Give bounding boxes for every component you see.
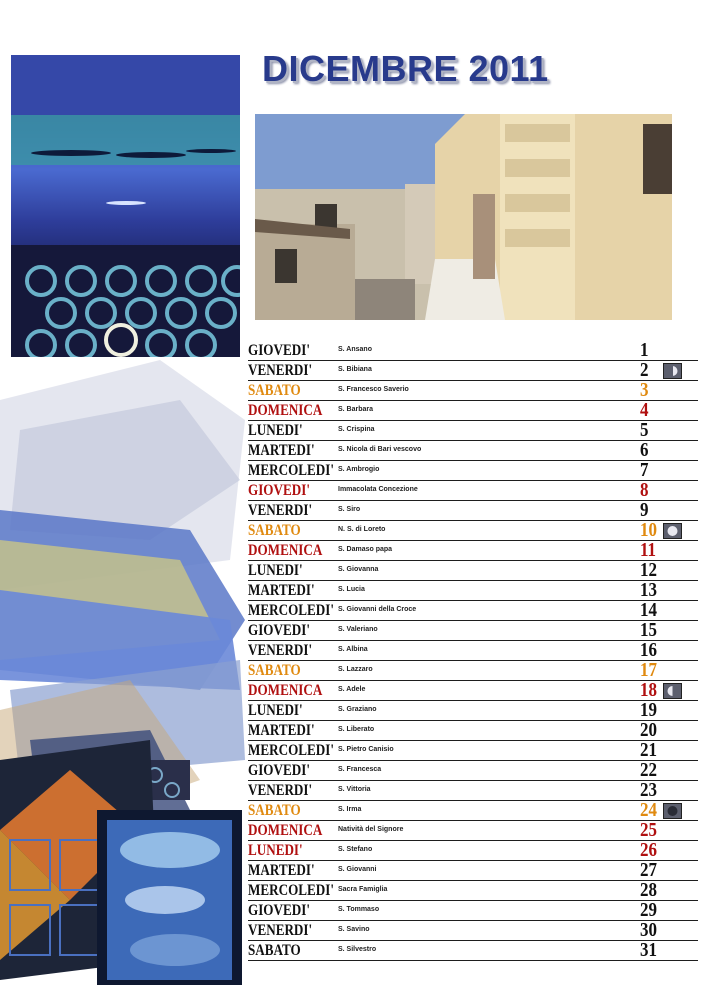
calendar-row	[248, 841, 698, 861]
saint-name: S. Giovanni	[338, 866, 377, 873]
day-name: GIOVEDI'	[248, 762, 310, 779]
day-name: MARTEDI'	[248, 862, 315, 879]
saint-name: Natività del Signore	[338, 826, 404, 833]
saint-name: S. Albina	[338, 646, 368, 653]
day-number: 4	[640, 399, 649, 421]
saint-name: S. Irma	[338, 806, 362, 813]
day-name: MERCOLEDI'	[248, 462, 335, 479]
day-name: GIOVEDI'	[248, 482, 310, 499]
day-name: MARTEDI'	[248, 442, 315, 459]
saint-name: S. Graziano	[338, 706, 377, 713]
day-number: 1	[640, 339, 649, 361]
calendar-row	[248, 901, 698, 921]
day-number: 28	[640, 879, 657, 901]
painting-collage	[0, 360, 245, 992]
calendar-row	[248, 561, 698, 581]
day-name: VENERDI'	[248, 362, 313, 379]
saint-name: S. Damaso papa	[338, 546, 393, 553]
day-number: 22	[640, 759, 657, 781]
day-number: 19	[640, 699, 657, 721]
day-number: 24	[640, 799, 657, 821]
day-number: 17	[640, 659, 657, 681]
saint-name: S. Ansano	[338, 346, 372, 353]
day-name: SABATO	[248, 522, 301, 539]
day-number: 10	[640, 519, 657, 541]
day-name: MERCOLEDI'	[248, 882, 335, 899]
saint-name: Immacolata Concezione	[338, 486, 418, 493]
saint-name: S. Giovanni della Croce	[338, 606, 417, 613]
day-name: DOMENICA	[248, 402, 323, 419]
saint-name: S. Siro	[338, 506, 361, 513]
calendar-row	[248, 541, 698, 561]
calendar-row	[248, 581, 698, 601]
day-number: 12	[640, 559, 657, 581]
day-name: VENERDI'	[248, 782, 313, 799]
day-number: 23	[640, 779, 657, 801]
day-number: 9	[640, 499, 649, 521]
calendar-row	[248, 801, 698, 821]
calendar-row	[248, 701, 698, 721]
calendar-row	[248, 661, 698, 681]
day-number: 20	[640, 719, 657, 741]
calendar-row	[248, 341, 698, 361]
photo-old-street-art	[255, 114, 672, 320]
day-number: 8	[640, 479, 649, 501]
day-number: 5	[640, 419, 649, 441]
day-number: 15	[640, 619, 657, 641]
saint-name: S. Vittoria	[338, 786, 371, 793]
day-name: LUNEDI'	[248, 702, 303, 719]
day-name: SABATO	[248, 662, 301, 679]
saint-name: S. Barbara	[338, 406, 374, 413]
day-number: 30	[640, 919, 657, 941]
day-name: LUNEDI'	[248, 842, 303, 859]
day-number: 3	[640, 379, 649, 401]
new-moon-icon	[663, 803, 682, 819]
saint-name: S. Crispina	[338, 426, 375, 433]
saint-name: S. Francesca	[338, 766, 382, 773]
calendar-row	[248, 641, 698, 661]
calendar-row	[248, 921, 698, 941]
painting-collage-art	[0, 360, 245, 992]
saint-name: S. Savino	[338, 926, 370, 933]
saint-name: S. Giovanna	[338, 566, 379, 573]
day-name: MERCOLEDI'	[248, 742, 335, 759]
page-title: DICEMBRE 2011	[262, 48, 549, 89]
day-name: SABATO	[248, 802, 301, 819]
full-moon-icon	[663, 523, 682, 539]
calendar-row	[248, 721, 698, 741]
day-name: VENERDI'	[248, 642, 313, 659]
day-name: VENERDI'	[248, 922, 313, 939]
day-name: VENERDI'	[248, 502, 313, 519]
day-number: 14	[640, 599, 657, 621]
day-name: LUNEDI'	[248, 562, 303, 579]
day-number: 2	[640, 359, 649, 381]
saint-name: S. Bibiana	[338, 366, 372, 373]
day-number: 18	[640, 679, 657, 701]
calendar-row	[248, 441, 698, 461]
saint-name: Sacra Famiglia	[338, 886, 388, 893]
calendar-row	[248, 481, 698, 501]
calendar-row	[248, 681, 698, 701]
day-number: 29	[640, 899, 657, 921]
calendar-row	[248, 861, 698, 881]
painting-sea-circles	[11, 55, 240, 357]
day-number: 7	[640, 459, 649, 481]
saint-name: S. Stefano	[338, 846, 373, 853]
day-number: 26	[640, 839, 657, 861]
saint-name: S. Lucia	[338, 586, 365, 593]
calendar-row	[248, 401, 698, 421]
day-number: 31	[640, 939, 657, 961]
saint-name: S. Valeriano	[338, 626, 378, 633]
painting-sea-circles-art	[11, 55, 240, 357]
day-name: GIOVEDI'	[248, 902, 310, 919]
calendar-row	[248, 621, 698, 641]
day-name: SABATO	[248, 942, 301, 959]
day-name: SABATO	[248, 382, 301, 399]
day-name: DOMENICA	[248, 682, 323, 699]
calendar-row	[248, 461, 698, 481]
day-number: 6	[640, 439, 649, 461]
calendar-row	[248, 421, 698, 441]
day-name: DOMENICA	[248, 542, 323, 559]
saint-name: S. Adele	[338, 686, 366, 693]
calendar-row	[248, 521, 698, 541]
saint-name: S. Liberato	[338, 726, 375, 733]
day-number: 16	[640, 639, 657, 661]
day-number: 21	[640, 739, 657, 761]
saint-name: S. Nicola di Bari vescovo	[338, 446, 422, 453]
calendar-row	[248, 381, 698, 401]
last-quarter-icon	[663, 683, 682, 699]
calendar-row	[248, 361, 698, 381]
calendar-row	[248, 941, 698, 961]
day-name: LUNEDI'	[248, 422, 303, 439]
saint-name: S. Tommaso	[338, 906, 380, 913]
calendar-row	[248, 761, 698, 781]
saint-name: N. S. di Loreto	[338, 526, 386, 533]
saint-name: S. Pietro Canisio	[338, 746, 394, 753]
saint-name: S. Silvestro	[338, 946, 377, 953]
calendar-row	[248, 881, 698, 901]
saint-name: S. Lazzaro	[338, 666, 373, 673]
saint-name: S. Ambrogio	[338, 466, 380, 473]
calendar-row	[248, 601, 698, 621]
day-number: 11	[640, 539, 657, 561]
saint-name: S. Francesco Saverio	[338, 386, 409, 393]
calendar-days-list	[248, 341, 698, 961]
calendar-row	[248, 821, 698, 841]
first-quarter-icon	[663, 363, 682, 379]
calendar-row	[248, 741, 698, 761]
day-name: MARTEDI'	[248, 582, 315, 599]
day-number: 25	[640, 819, 657, 841]
day-name: GIOVEDI'	[248, 342, 310, 359]
day-name: MERCOLEDI'	[248, 602, 335, 619]
day-name: GIOVEDI'	[248, 622, 310, 639]
day-name: MARTEDI'	[248, 722, 315, 739]
day-name: DOMENICA	[248, 822, 323, 839]
calendar-row	[248, 781, 698, 801]
day-number: 27	[640, 859, 657, 881]
photo-old-street	[255, 114, 672, 320]
calendar-row	[248, 501, 698, 521]
day-number: 13	[640, 579, 657, 601]
